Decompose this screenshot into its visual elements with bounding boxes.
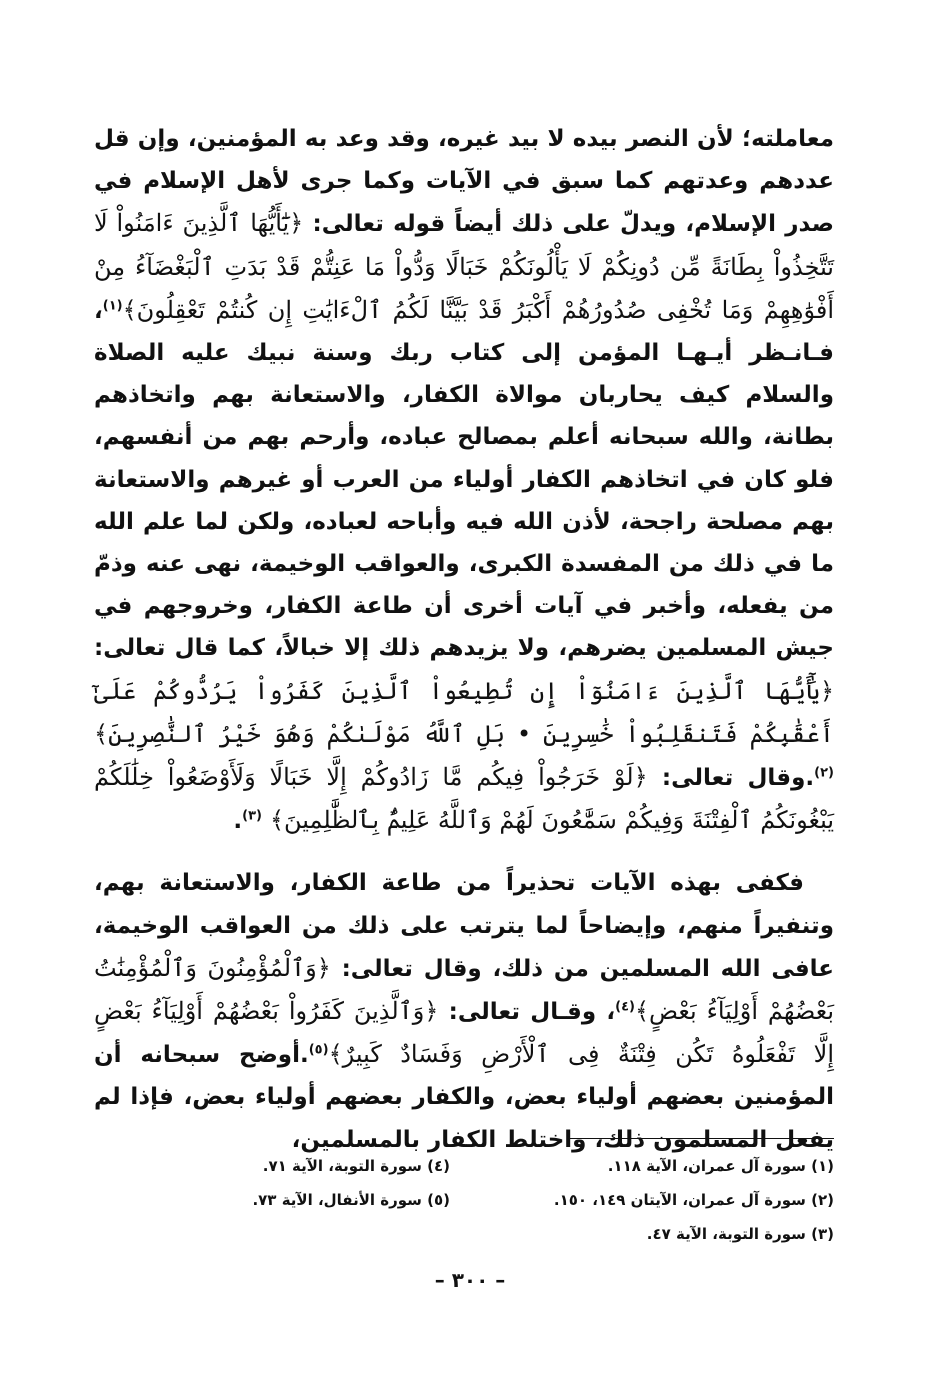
page-number: – ٣٠٠ –	[434, 1268, 506, 1292]
footnote-ref-3: (٣)	[242, 808, 262, 824]
footnote-divider	[570, 1138, 834, 1139]
footnote-4: (٤) سورة التوبة، الآية ٧١.	[262, 1157, 450, 1175]
paragraph-1-text-1: معاملته؛ لأن النصر بيده لا بيد غيره، وقد وعد به المؤمنين، وإن قل عددهم وعدتهم كما سبق في الآيات وكما جرى لأهل الإسلام في صدر الإسلام، ويدلّ على ذلك أيضاً قوله تعالى:	[94, 126, 834, 238]
paragraph-2-text-2: ، وقـال تعالى:	[448, 999, 616, 1026]
footnote-ref-1: (١)	[102, 298, 123, 314]
paragraph-2	[94, 862, 834, 1160]
footnote-1: (١) سورة آل عمران، الآية ١١٨.	[607, 1157, 834, 1175]
quran-verse-4: ﴿وَٱلْمُؤْمِنُونَ وَٱلْمُؤْمِنَٰتُ بَعْضُهُمْ أَوْلِيَآءُ بَعْضٍ﴾	[94, 953, 834, 1026]
footnote-ref-5: (٥)	[308, 1042, 329, 1058]
footnote-ref-2: (٢)	[814, 765, 834, 781]
main-text	[94, 118, 834, 1161]
paragraph-2-text-1: فكفى بهذه الآيات تحذيراً من طاعة الكفار، والاستعانة بهم، وتنفيراً منهم، وإيضاحاً لما يترتب على ذلك من العواقب الوخيمة، عافى الله المسلمين من ذلك، وقال تعالى:	[94, 870, 834, 982]
quran-verse-1: ﴿يَٰٓأَيُّهَا ٱلَّذِينَ ءَامَنُواْ لَا تَتَّخِذُواْ بِطَانَةً مِّن دُونِكُمْ لَا يَأْلُونَكُمْ خَبَالًا وَدُّواْ مَا عَنِتُّمْ قَدْ بَدَتِ ٱلْبَغْضَآءُ مِنْ أَفْوَٰهِهِمْ وَمَا تُخْفِى صُدُورُهُمْ أَكْبَرُ قَدْ بَيَّنَّا لَكُمُ ٱلْءَايَٰتِ إِن كُنتُمْ تَعْقِلُونَ﴾	[94, 209, 834, 324]
paragraph-1-text-4: .	[233, 808, 243, 835]
paragraph-1-text-2: ، فـانـظر أيـهـا المؤمن إلى كتاب ربك وسنة نبيك عليه الصلاة والسلام كيف يحاربان موالاة الكفار، والاستعانة بهم واتخاذهم بطانة، والله سبحانه أعلم بمصالح عباده، وأرحم بهم من أنفسهم، فلو كان في اتخاذهم الكفار أولياء من العرب أو غيرهم والاستعانة بهم مصلحة راجحة، لأذن الله فيه وأباحه لعباده، ولكن لما علم الله ما في ذلك من المفسدة الكبرى، والعواقب الوخيمة، نهى عنه وذمّ من يفعله، وأخبر في آيات أخرى أن طاعة الكفار، وخروجهم في جيش المسلمين يضرهم، ولا يزيدهم ذلك إلا خبالاً، كما قال تعالى:	[94, 297, 834, 662]
paragraph-1-text-3: .وقال تعالى:	[661, 765, 815, 792]
quran-verse-2: ﴿يَٰٓأَيُّهَا ٱلَّذِينَ ءَامَنُوٓاْ إِن تُطِيعُواْ ٱلَّذِينَ كَفَرُواْ يَرُدُّوكُمْ عَلَىٰٓ أَعْقَٰبِكُمْ فَتَنقَلِبُواْ خَٰسِرِينَ • بَلِ ٱللَّهُ مَوْلَىٰكُمْ وَهُوَ خَيْرُ ٱلنَّٰصِرِينَ﴾	[94, 676, 834, 748]
quran-verse-3: ﴿لَوْ خَرَجُواْ فِيكُم مَّا زَادُوكُمْ إِلَّا خَبَالًا وَلَأَوْضَعُواْ خِلَٰلَكُمْ يَبْغُونَكُمُ ٱلْفِتْنَةَ وَفِيكُمْ سَمَّٰعُونَ لَهُمْ وَٱللَّهُ عَلِيمٌۢ بِٱلظَّٰلِمِينَ﴾	[94, 763, 834, 835]
footnote-ref-4: (٤)	[615, 999, 635, 1015]
paragraph-2-text-3: .أوضح سبحانه أن المؤمنين بعضهم أولياء بعض، والكفار بعضهم أولياء بعض، فإذا لم يفعل المسلمون ذلك، واختلط الكفار بالمسلمين،	[94, 1042, 834, 1153]
footnote-2: (٢) سورة آل عمران، الآيتان ١٤٩، ١٥٠.	[553, 1191, 834, 1209]
footnote-3: (٣) سورة التوبة، الآية ٤٧.	[646, 1225, 834, 1243]
footnote-5: (٥) سورة الأنفال، الآية ٧٣.	[252, 1191, 450, 1209]
quran-verse-5: ﴿وَٱلَّذِينَ كَفَرُواْ بَعْضُهُمْ أَوْلِيَآءُ بَعْضٍ إِلَّا تَفْعَلُوهُ تَكُن فِتْنَةٌ فِى ٱلْأَرْضِ وَفَسَادٌ كَبِيرٌ﴾	[94, 997, 834, 1069]
paragraph-1	[94, 118, 834, 842]
